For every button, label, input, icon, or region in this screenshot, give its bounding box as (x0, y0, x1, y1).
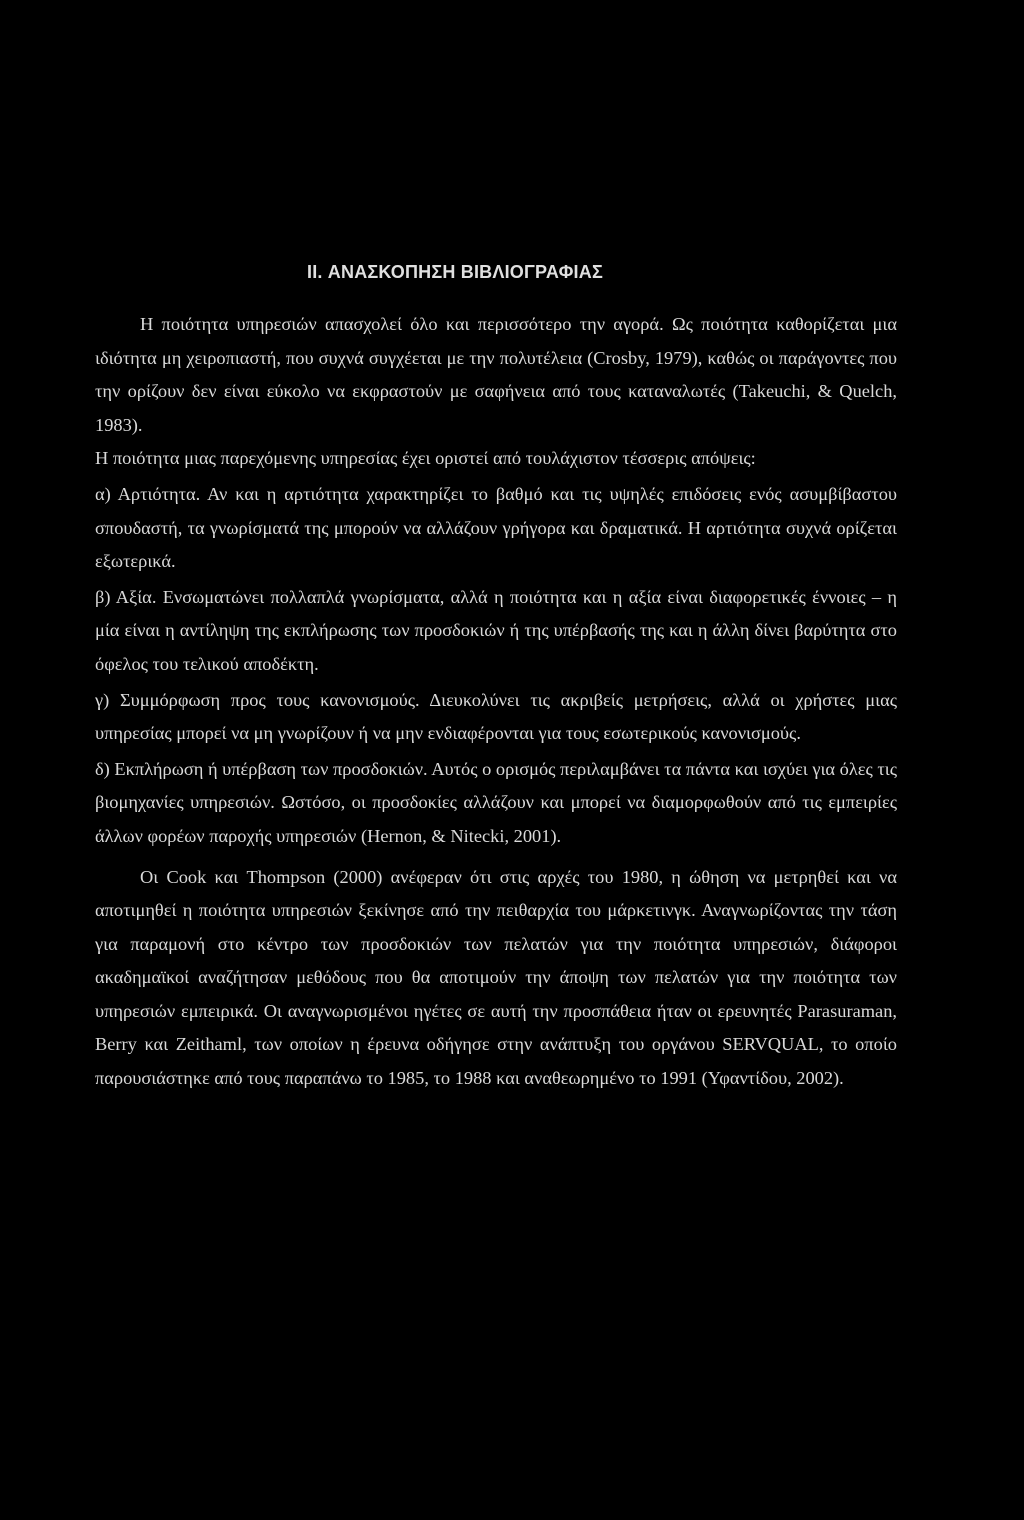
paragraph-value: β) Αξία. Ενσωματώνει πολλαπλά γνωρίσματα, αλλά η ποιότητα και η αξία είναι διαφορετικές έννοιες – η μία είναι η αντίληψη της εκπλήρωσης των προσδοκιών ή της υπέρβασής της και η άλλη δίνει βαρύτητα στο όφελος του τελικού αποδέκτη. (95, 586, 897, 674)
paragraph-conformance: γ) Συμμόρφωση προς τους κανονισμούς. Διευκολύνει τις ακριβείς μετρήσεις, αλλά οι χρήστες μιας υπηρεσίας μπορεί να μη γνωρίζουν ή να μην ενδιαφέρονται για τους εσωτερικούς κανονισμούς. (95, 689, 897, 744)
paragraph-cook-thompson: Οι Cook και Thompson (2000) ανέφεραν ότι στις αρχές του 1980, η ώθηση να μετρηθεί και να αποτιμηθεί η ποιότητα υπηρεσιών ξεκίνησε από την πειθαρχία του μάρκετινγκ. Αναγνωρίζοντας την τάση για παραμονή στο κέντρο των προσδοκιών των πελατών για την ποιότητα υπηρεσιών, διάφοροι ακαδημαϊκοί αναζήτησαν μεθόδους που θα αποτιμούν την άποψη των πελατών για την ποιότητα των υπηρεσιών εμπειρικά. Οι αναγνωρισμένοι ηγέτες σε αυτή την προσπάθεια ήταν οι ερευνητές Parasuraman, Berry και Zeithaml, των οποίων η έρευνα οδήγησε στην ανάπτυξη του οργάνου SERVQUAL, το οποίο παρουσιάστηκε από τους παραπάνω το 1985, το 1988 και αναθεωρημένο το 1991 (Υφαντίδου, 2002). (95, 866, 897, 1089)
section-heading: II. ΑΝΑΣΚΟΠΗΣΗ ΒΙΒΛΙΟΓΡΑΦΙΑΣ (307, 262, 603, 282)
paragraph-intro: Η ποιότητα υπηρεσιών απασχολεί όλο και περισσότερο την αγορά. Ως ποιότητα καθορίζεται μια ιδιότητα μη χειροπιαστή, που συχνά συγχέεται με την πολυτέλεια (Crosby, 1979), καθώς οι παράγοντες που την ορίζουν δεν είναι εύκολο να εκφραστούν με σαφήνεια από τους καταναλωτές (Takeuchi, & Quelch, 1983). (95, 314, 897, 435)
document-page (95, 255, 897, 1096)
paragraph-expectations: δ) Εκπλήρωση ή υπέρβαση των προσδοκιών. Αυτός ο ορισμός περιλαμβάνει τα πάντα και ισχύει για όλες τις βιομηχανίες υπηρεσιών. Ωστόσο, οι προσδοκίες αλλάζουν και μπορεί να διαμορφωθούν από τις εμπειρίες άλλων φορέων παροχής υπηρεσιών (Hernon, & Nitecki, 2001). (95, 758, 897, 846)
paragraph-excellence: α) Αρτιότητα. Αν και η αρτιότητα χαρακτηρίζει το βαθμό και τις υψηλές επιδόσεις ενός ασυμβίβαστου σπουδαστή, τα γνωρίσματά της μπορούν να αλλάζουν γρήγορα και δραματικά. Η αρτιότητα συχνά ορίζεται εξωτερικά. (95, 483, 897, 572)
paragraph-definition-lead: Η ποιότητα μιας παρεχόμενης υπηρεσίας έχει οριστεί από τουλάχιστον τέσσερις απόψεις: (95, 448, 756, 469)
